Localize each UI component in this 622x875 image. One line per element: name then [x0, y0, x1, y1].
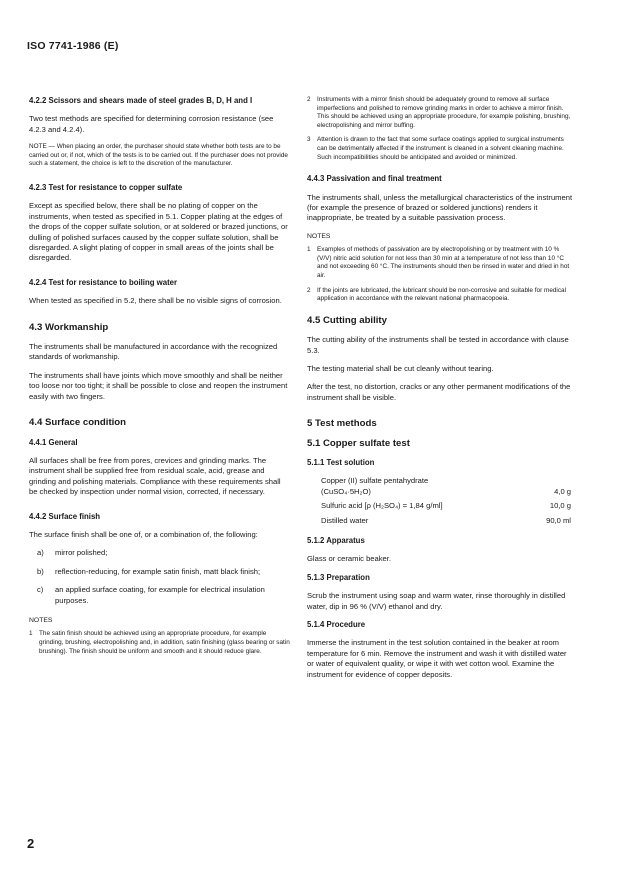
note-item	[307, 246, 573, 280]
section-4-5-title: 4.5 Cutting ability	[307, 314, 387, 326]
section-5-title: 5 Test methods	[307, 418, 377, 430]
notes-label: NOTES	[307, 232, 331, 240]
section-5-1-4-paragraph: Immerse the instrument in the test solution contained in the beaker at room temperature for 6 min. Remove the instrument and wash it with distilled water or water of equivalent quality, or wipe it with wet cotton wool. Examine the instrument for evidence of copper deposits.	[307, 638, 567, 679]
right-column	[307, 96, 573, 688]
solution-amount: 90,0 ml	[546, 515, 571, 525]
list-item-marker: a)	[37, 548, 44, 558]
section-4-4-title: 4.4 Surface condition	[29, 417, 127, 429]
note-number: 1	[307, 246, 311, 254]
solution-amount: 10,0 g	[549, 501, 571, 511]
solution-row	[321, 501, 573, 511]
list-item-marker: c)	[37, 585, 44, 595]
section-4-4-3-title: 4.4.3 Passivation and final treatment	[307, 174, 442, 184]
section-5-1-2-title: 5.1.2 Apparatus	[307, 536, 365, 546]
list-item-marker: b)	[37, 566, 44, 576]
note-item	[29, 630, 291, 656]
section-4-4-2-title: 4.4.2 Surface finish	[29, 511, 101, 521]
solution-row	[321, 476, 573, 497]
section-5-1-title: 5.1 Copper sulfate test	[307, 437, 410, 449]
section-4-4-2-paragraph: The surface finish shall be one of, or a combination of, the following:	[29, 529, 258, 539]
document-header: ISO 7741-1986 (E)	[27, 40, 119, 52]
section-4-2-2-note: NOTE — When placing an order, the purchaser should state whether both tests are to be carried out or, if not, which of the tests is to be carried out. If the purchaser does not provide such a statement, the choice is left to the discretion of the manufacturer.	[29, 143, 288, 168]
section-4-4-1-paragraph: All surfaces shall be free from pores, crevices and grinding marks. The instrument shall be supplied free from residual scale, acid, grease and grinding and polishing materials. Compliance with these requirements shall be checked by inspection under normal vision, corrected, if necessary.	[29, 455, 281, 497]
note-number: 3	[307, 136, 311, 144]
note-number: 2	[307, 286, 311, 294]
section-4-2-4-title: 4.2.4 Test for resistance to boiling water	[29, 277, 178, 287]
left-column	[29, 96, 291, 662]
section-4-2-2-paragraph: Two test methods are specified for determining corrosion resistance (see 4.2.3 and 4.2.4).	[29, 114, 274, 134]
section-5-1-4-title: 5.1.4 Procedure	[307, 620, 366, 630]
solution-row	[321, 516, 573, 526]
note-number: 2	[307, 96, 311, 103]
note-number: 1	[29, 630, 33, 638]
notes-label: NOTES	[29, 616, 53, 624]
note-item	[307, 287, 573, 304]
section-4-3-paragraph-2: The instruments shall have joints which move smoothly and shall be neither too loose nor too tight; it shall be possible to close and reopen the instrument easily with two fingers.	[29, 370, 288, 401]
solution-component: Sulfuric acid [ρ (H₂SO₄) = 1,84 g/ml]	[321, 501, 443, 511]
section-4-3-paragraph-1: The instruments shall be manufactured in accordance with the recognized standards of workmanship.	[29, 342, 278, 362]
note-text: The satin finish should be achieved using an appropriate procedure, for example grinding, brushing, electropolishing and, in addition, satin finishing (glass bearing or satin brushing). The finish should be uniform and smooth and it should reduce glare.	[39, 630, 290, 655]
list-item	[29, 567, 291, 577]
section-5-1-3-paragraph: Scrub the instrument using soap and warm water, rinse thoroughly in distilled water, dip in 96 % (V/V) ethanol and dry.	[307, 591, 566, 611]
section-4-2-2-title: 4.2.2 Scissors and shears made of steel grades B, D, H and I	[29, 96, 253, 105]
section-5-1-3-title: 5.1.3 Preparation	[307, 572, 370, 582]
section-4-2-4-paragraph: When tested as specified in 5.2, there shall be no visible signs of corrosion.	[29, 296, 282, 306]
section-4-4-1-title: 4.4.1 General	[29, 437, 78, 447]
note-text: If the joints are lubricated, the lubricant should be non-corrosive and suitable for medical application in accordance with the relevant national pharmacopoeia.	[317, 286, 567, 303]
section-4-4-3-paragraph: The instruments shall, unless the metallurgical characteristics of the instrument (for example the presence of brazed or soldered junctions) renders it inappropriate, be treated by a suitable passivation process.	[307, 192, 573, 223]
solution-component: Copper (II) sulfate pentahydrate (CuSO₄·5H₂O)	[321, 476, 429, 496]
list-item-text: reflection-reducing, for example satin finish, matt black finish;	[55, 566, 261, 576]
page-number: 2	[27, 836, 35, 851]
section-5-1-1-title: 5.1.1 Test solution	[307, 458, 375, 467]
section-4-5-paragraph-1: The cutting ability of the instruments shall be tested in accordance with clause 5.3.	[307, 335, 569, 355]
section-4-5-paragraph-2: The testing material shall be cut cleanly without tearing.	[307, 363, 494, 373]
section-4-2-3-paragraph: Except as specified below, there shall be no plating of copper on the instruments, when tested as specified in 5.1. Copper plating at the edges of the drops of the copper sulfate solution, or at soldered or brazed junctions, or dulling of polished surfaces caused by the copper sulfate solution, shall be disregarded. A slight plating of copper in small areas of the joints shall be disregarded.	[29, 201, 288, 263]
note-text: Attention is drawn to the fact that some surface coatings applied to surgical instruments can be detrimentally affected if the instrument is cleaned in a solvent cleaning machine. Such incompatibilities should be anticipated and avoided or minimized.	[317, 136, 564, 161]
section-4-3-title: 4.3 Workmanship	[29, 321, 109, 333]
list-item-text: an applied surface coating, for example for electrical insulation purposes.	[55, 585, 265, 605]
note-text: Instruments with a mirror finish should be adequately ground to remove all surface imperfections and polished to remove grinding marks in order to achieve a mirror finish. This should be achieved using an appropriate procedure, for example polishing, brushing, electropolishing and mirror buffing.	[317, 96, 571, 129]
list-item-text: mirror polished;	[55, 548, 108, 558]
solution-amount: 4,0 g	[554, 486, 571, 496]
note-text: Examples of methods of passivation are by electropolishing or by treatment with 10 % (V/V) nitric acid solution for not less than 30 min at a temperature of not less than 10 °C and not exceeding 60 °C. The instruments should then be rinsed in water and dried in hot air.	[317, 246, 570, 279]
solution-component: Distilled water	[321, 515, 369, 525]
section-4-2-3-title: 4.2.3 Test for resistance to copper sulfate	[29, 183, 183, 192]
list-item	[29, 585, 291, 606]
note-item	[307, 136, 573, 162]
section-4-5-paragraph-3: After the test, no distortion, cracks or any other permanent modifications of the instrument shall be visible.	[307, 382, 571, 402]
section-5-1-2-paragraph: Glass or ceramic beaker.	[307, 554, 391, 564]
list-item	[29, 548, 291, 558]
note-item	[307, 96, 573, 130]
